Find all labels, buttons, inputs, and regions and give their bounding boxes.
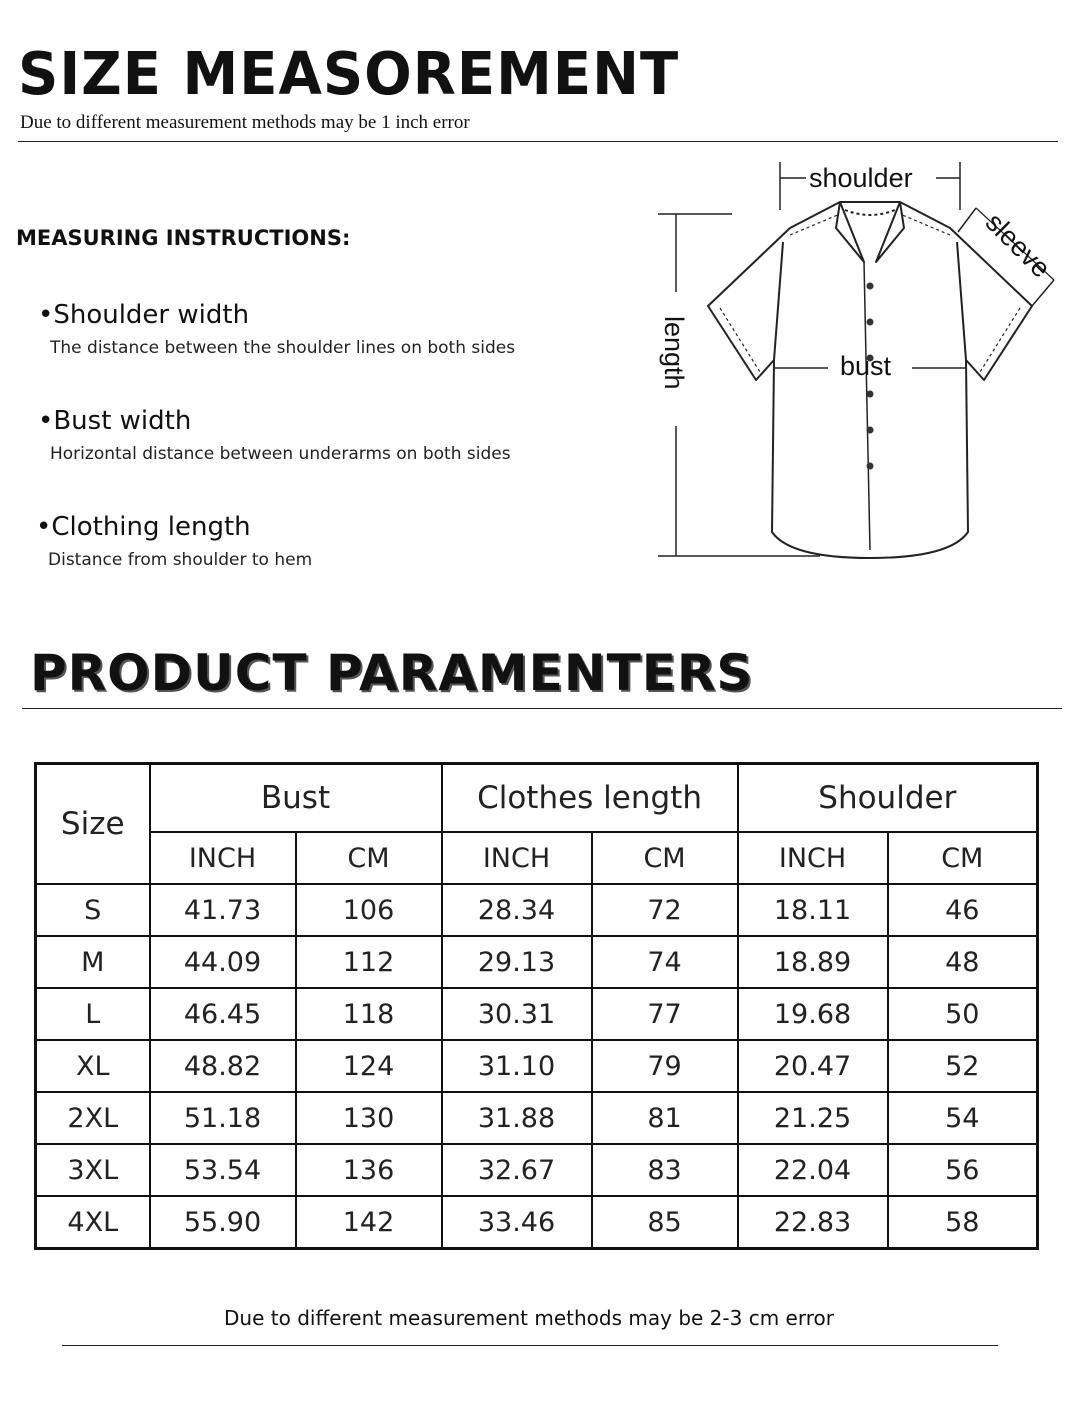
value-cell: 136 — [296, 1144, 442, 1196]
value-cell: 106 — [296, 884, 442, 936]
page-title: SIZE MEASOREMENT — [18, 40, 680, 109]
unit-header: CM — [888, 832, 1038, 884]
value-cell: 118 — [296, 988, 442, 1040]
size-header: Size — [36, 764, 150, 885]
table-row — [36, 1144, 1038, 1196]
section-title: PRODUCT PARAMENTERS — [30, 644, 754, 702]
value-cell: 77 — [592, 988, 738, 1040]
collar-left — [836, 202, 864, 262]
value-cell: 44.09 — [150, 936, 296, 988]
shirt-diagram — [640, 150, 1060, 570]
instruction-bust-title: •Bust width — [38, 406, 192, 436]
size-table — [34, 762, 1039, 1250]
button-6 — [867, 463, 874, 470]
unit-header: INCH — [738, 832, 888, 884]
value-cell: 18.89 — [738, 936, 888, 988]
size-cell: 2XL — [36, 1092, 150, 1144]
value-cell: 19.68 — [738, 988, 888, 1040]
value-cell: 112 — [296, 936, 442, 988]
value-cell: 22.83 — [738, 1196, 888, 1249]
unit-header: INCH — [442, 832, 592, 884]
value-cell: 46 — [888, 884, 1038, 936]
value-cell: 58 — [888, 1196, 1038, 1249]
value-cell: 31.88 — [442, 1092, 592, 1144]
value-cell: 130 — [296, 1092, 442, 1144]
button-4 — [867, 391, 874, 398]
sleeve-seam-left — [774, 242, 783, 360]
value-cell: 33.46 — [442, 1196, 592, 1249]
size-cell: XL — [36, 1040, 150, 1092]
value-cell: 46.45 — [150, 988, 296, 1040]
value-cell: 28.34 — [442, 884, 592, 936]
value-cell: 55.90 — [150, 1196, 296, 1249]
divider — [22, 708, 1062, 709]
instruction-shoulder-desc: The distance between the shoulder lines on both sides — [50, 338, 516, 358]
value-cell: 79 — [592, 1040, 738, 1092]
placket — [864, 262, 870, 550]
value-cell: 21.25 — [738, 1092, 888, 1144]
table-row — [36, 936, 1038, 988]
length-label: length — [659, 316, 689, 390]
size-cell: 4XL — [36, 1196, 150, 1249]
collar-stitch — [845, 210, 895, 215]
page-subtitle: Due to different measurement methods may be 1 inch error — [20, 112, 470, 133]
unit-header: INCH — [150, 832, 296, 884]
value-cell: 32.67 — [442, 1144, 592, 1196]
collar-right — [876, 202, 904, 262]
value-cell: 22.04 — [738, 1144, 888, 1196]
value-cell: 20.47 — [738, 1040, 888, 1092]
value-cell: 48.82 — [150, 1040, 296, 1092]
size-cell: 3XL — [36, 1144, 150, 1196]
value-cell: 72 — [592, 884, 738, 936]
value-cell: 41.73 — [150, 884, 296, 936]
sleeve-seam-right — [957, 242, 966, 360]
value-cell: 53.54 — [150, 1144, 296, 1196]
table-row — [36, 884, 1038, 936]
value-cell: 56 — [888, 1144, 1038, 1196]
unit-header: CM — [592, 832, 738, 884]
value-cell: 29.13 — [442, 936, 592, 988]
divider — [62, 1345, 998, 1346]
value-cell: 74 — [592, 936, 738, 988]
value-cell: 51.18 — [150, 1092, 296, 1144]
divider — [18, 141, 1058, 142]
button-5 — [867, 427, 874, 434]
shoulder-label: shoulder — [809, 163, 913, 193]
size-cell: S — [36, 884, 150, 936]
button-1 — [867, 283, 874, 290]
value-cell: 142 — [296, 1196, 442, 1249]
size-cell: M — [36, 936, 150, 988]
value-cell: 54 — [888, 1092, 1038, 1144]
unit-header: CM — [296, 832, 442, 884]
value-cell: 124 — [296, 1040, 442, 1092]
value-cell: 83 — [592, 1144, 738, 1196]
instruction-shoulder-title: •Shoulder width — [38, 300, 250, 330]
size-cell: L — [36, 988, 150, 1040]
group-header-shoulder: Shoulder — [738, 764, 1038, 833]
table-row — [36, 1092, 1038, 1144]
group-header-length: Clothes length — [442, 764, 738, 833]
value-cell: 81 — [592, 1092, 738, 1144]
instruction-length-title: •Clothing length — [36, 512, 251, 542]
sleeve-label: sleeve — [979, 207, 1057, 284]
value-cell: 52 — [888, 1040, 1038, 1092]
footnote: Due to different measurement methods may be 2-3 cm error — [224, 1306, 834, 1330]
instruction-length-desc: Distance from shoulder to hem — [48, 550, 313, 570]
value-cell: 31.10 — [442, 1040, 592, 1092]
value-cell: 48 — [888, 936, 1038, 988]
instruction-bust-desc: Horizontal distance between underarms on both sides — [50, 444, 511, 464]
value-cell: 30.31 — [442, 988, 592, 1040]
table-row — [36, 1196, 1038, 1249]
table-row — [36, 1040, 1038, 1092]
table-row — [36, 988, 1038, 1040]
group-header-bust: Bust — [150, 764, 442, 833]
bust-label: bust — [840, 351, 892, 381]
value-cell: 50 — [888, 988, 1038, 1040]
instructions-heading: MEASURING INSTRUCTIONS: — [16, 226, 351, 250]
button-2 — [867, 319, 874, 326]
value-cell: 85 — [592, 1196, 738, 1249]
value-cell: 18.11 — [738, 884, 888, 936]
